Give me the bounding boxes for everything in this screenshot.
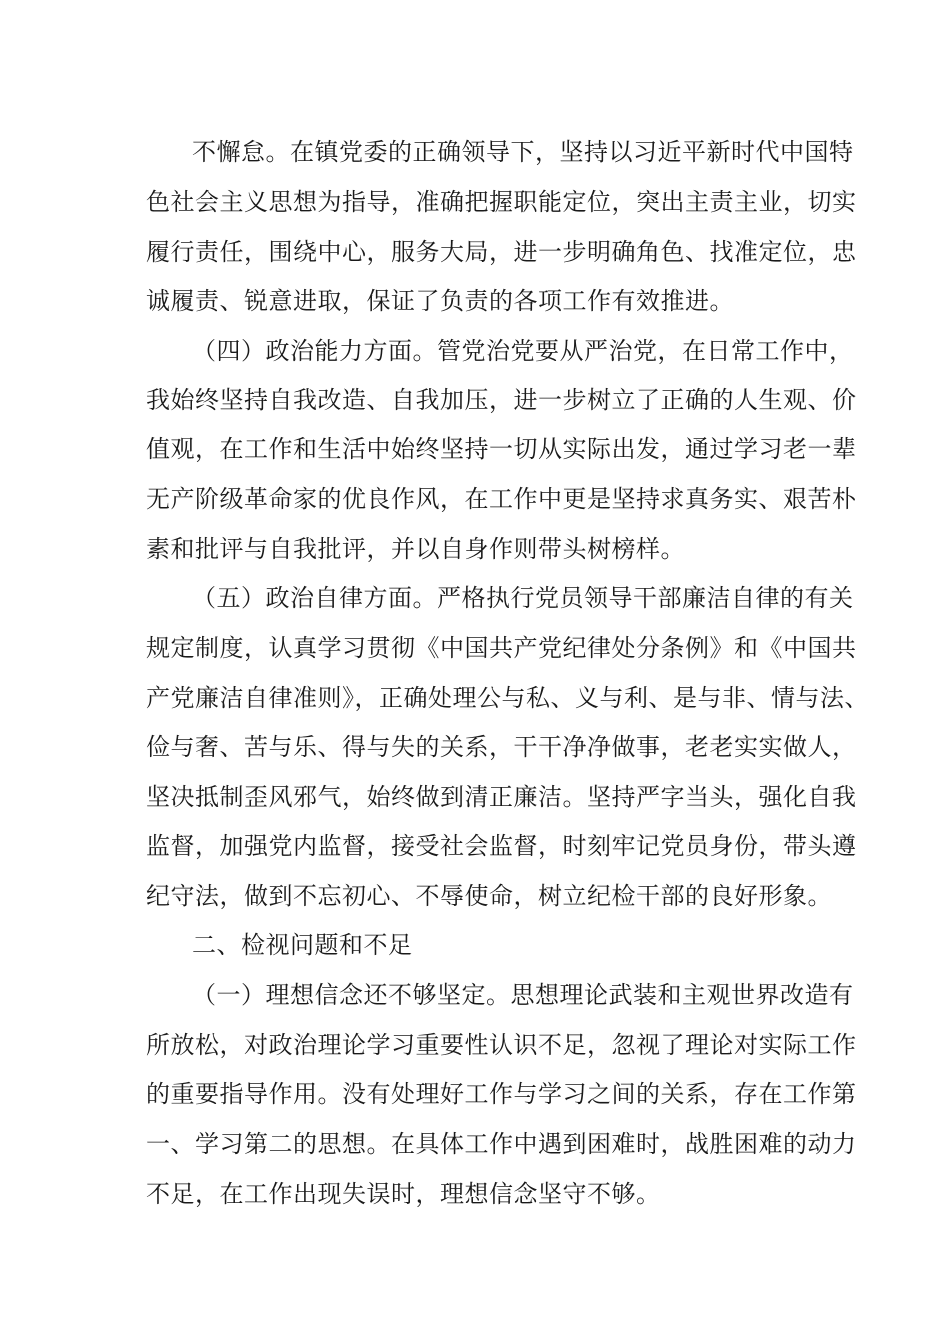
- chapter-heading-problems: 二、检视问题和不足: [192, 931, 413, 959]
- text-line: 无产阶级革命家的优良作风，在工作中更是坚持求真务实、艰苦朴: [146, 485, 857, 513]
- text-line: 素和批评与自我批评，并以自身作则带头树榜样。: [146, 535, 685, 563]
- text-line: 产党廉洁自律准则》，正确处理公与私、义与利、是与非、情与法、: [146, 684, 869, 712]
- text-line: 俭与奢、苦与乐、得与失的关系，干干净净做事，老老实实做人，: [146, 733, 857, 761]
- text-line: 的重要指导作用。没有处理好工作与学习之间的关系，存在工作第: [146, 1080, 857, 1108]
- text-line: 不懈怠。在镇党委的正确领导下，坚持以习近平新时代中国特: [192, 138, 854, 166]
- text-line: 不足，在工作出现失误时，理想信念坚守不够。: [146, 1180, 661, 1208]
- text-line: 值观，在工作和生活中始终坚持一切从实际出发，通过学习老一辈: [146, 435, 857, 463]
- text-line: 我始终坚持自我改造、自我加压，进一步树立了正确的人生观、价: [146, 386, 857, 414]
- text-line: 色社会主义思想为指导，准确把握职能定位，突出主责主业，切实: [146, 188, 857, 216]
- text-line: 规定制度，认真学习贯彻《中国共产党纪律处分条例》和《中国共: [146, 634, 857, 662]
- section-heading-political-discipline: （五）政治自律方面。严格执行党员领导干部廉洁自律的有关: [192, 584, 854, 612]
- section-heading-ideals: （一）理想信念还不够坚定。思想理论武装和主观世界改造有: [192, 981, 854, 1009]
- text-line: 纪守法，做到不忘初心、不辱使命，树立纪检干部的良好形象。: [146, 882, 832, 910]
- text-line: 诚履责、锐意进取，保证了负责的各项工作有效推进。: [146, 287, 734, 315]
- text-line: 一、学习第二的思想。在具体工作中遇到困难时，战胜困难的动力: [146, 1130, 857, 1158]
- section-heading-political-ability: （四）政治能力方面。管党治党要从严治党，在日常工作中，: [192, 337, 854, 365]
- text-line: 坚决抵制歪风邪气，始终做到清正廉洁。坚持严字当头，强化自我: [146, 783, 857, 811]
- text-line: 履行责任，围绕中心，服务大局，进一步明确角色、找准定位，忠: [146, 238, 857, 266]
- text-line: 所放松，对政治理论学习重要性认识不足，忽视了理论对实际工作: [146, 1031, 857, 1059]
- text-line: 监督，加强党内监督，接受社会监督，时刻牢记党员身份，带头遵: [146, 832, 857, 860]
